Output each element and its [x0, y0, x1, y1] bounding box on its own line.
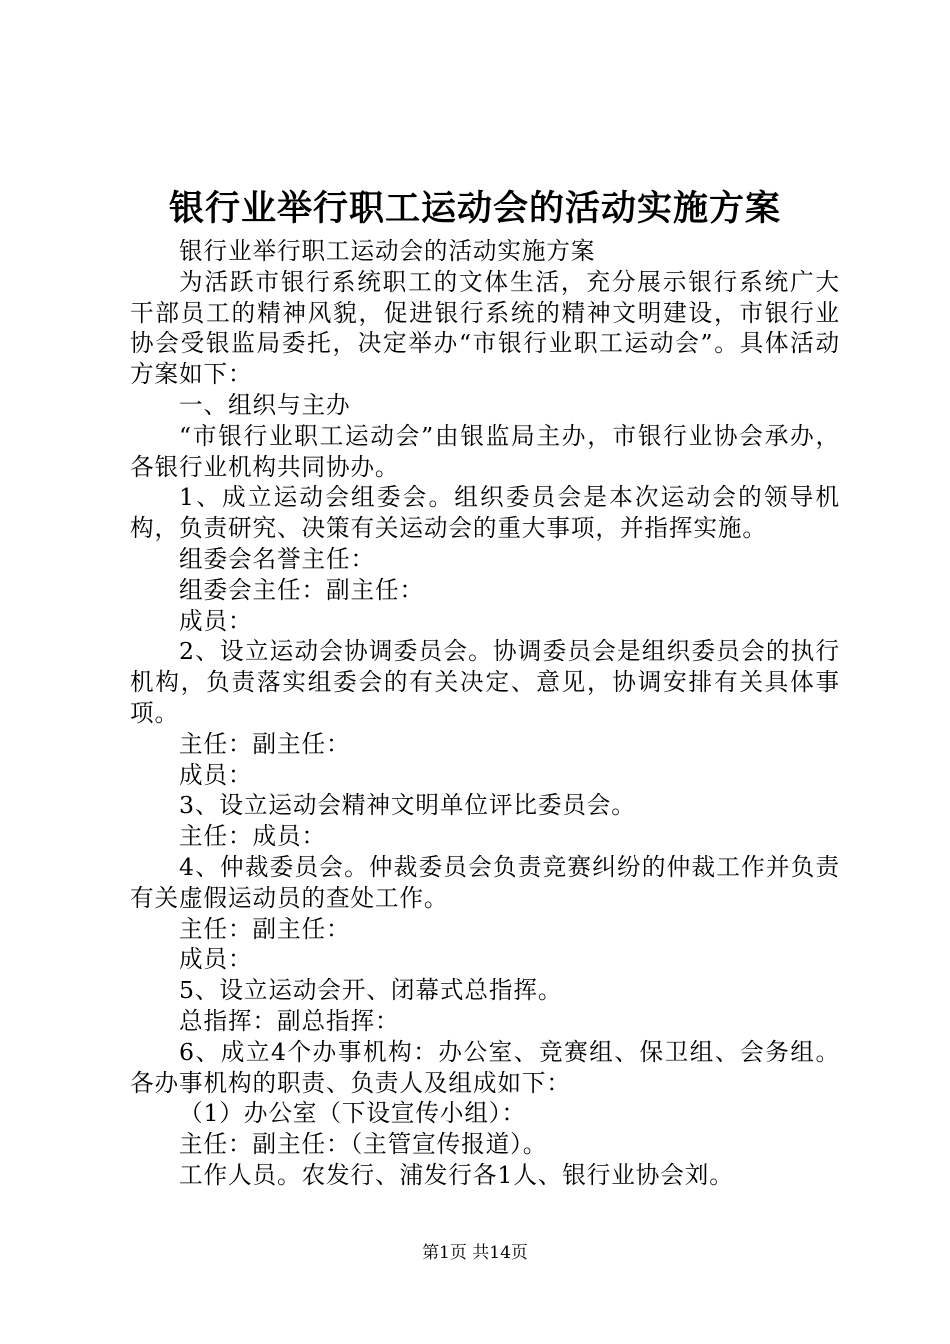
paragraph: 4、仲裁委员会。仲裁委员会负责竞赛纠纷的仲裁工作并负责有关虚假运动员的查处工作。	[130, 852, 840, 912]
paragraph: “市银行业职工运动会”由银监局主办，市银行业协会承办，各银行业机构共同协办。	[130, 421, 840, 481]
paragraph: （1）办公室（下设宣传小组）：	[179, 1099, 527, 1128]
document-title: 银行业举行职工运动会的活动实施方案	[168, 188, 781, 229]
paragraph: 为活跃市银行系统职工的文体生活，充分展示银行系统广大干部员工的精神风貌，促进银行系统的精神文明建设，市银行业协会受银监局委托，决定举办“市银行业职工运动会”。具体活动方案如下：	[130, 267, 840, 389]
paragraph: 主任：副主任：	[179, 729, 351, 758]
page-number-footer: 第1页 共14页	[422, 1243, 528, 1263]
paragraph: 1、成立运动会组委会。组织委员会是本次运动会的领导机构，负责研究、决策有关运动会的重大事项，并指挥实施。	[130, 483, 840, 543]
paragraph: 组委会名誉主任：	[179, 544, 375, 573]
paragraph: 6、成立4个办事机构：办公室、竞赛组、保卫组、会务组。各办事机构的职责、负责人及组成如下：	[130, 1037, 840, 1097]
paragraph: 总指挥：副总指挥：	[179, 1006, 400, 1035]
paragraph: 银行业举行职工运动会的活动实施方案	[179, 237, 596, 265]
paragraph: 主任：成员：	[179, 822, 326, 851]
paragraph: 成员：	[179, 945, 253, 974]
paragraph: 成员：	[179, 760, 253, 789]
paragraph: 3、设立运动会精神文明单位评比委员会。	[179, 791, 636, 820]
paragraph: 5、设立运动会开、闭幕式总指挥。	[179, 976, 563, 1005]
paragraph: 主任：副主任：（主管宣传报道）。	[179, 1130, 548, 1159]
document-body	[130, 236, 840, 1191]
paragraph: 工作人员。农发行、浦发行各1人、银行业协会刘。	[179, 1160, 734, 1189]
paragraph: 成员：	[179, 606, 253, 635]
paragraph: 一、组织与主办	[179, 390, 351, 419]
paragraph: 2、设立运动会协调委员会。协调委员会是组织委员会的执行机构，负责落实组委会的有关决定、意见，协调安排有关具体事项。	[130, 637, 840, 727]
paragraph: 组委会主任：副主任：	[179, 575, 424, 604]
paragraph: 主任：副主任：	[179, 914, 351, 943]
